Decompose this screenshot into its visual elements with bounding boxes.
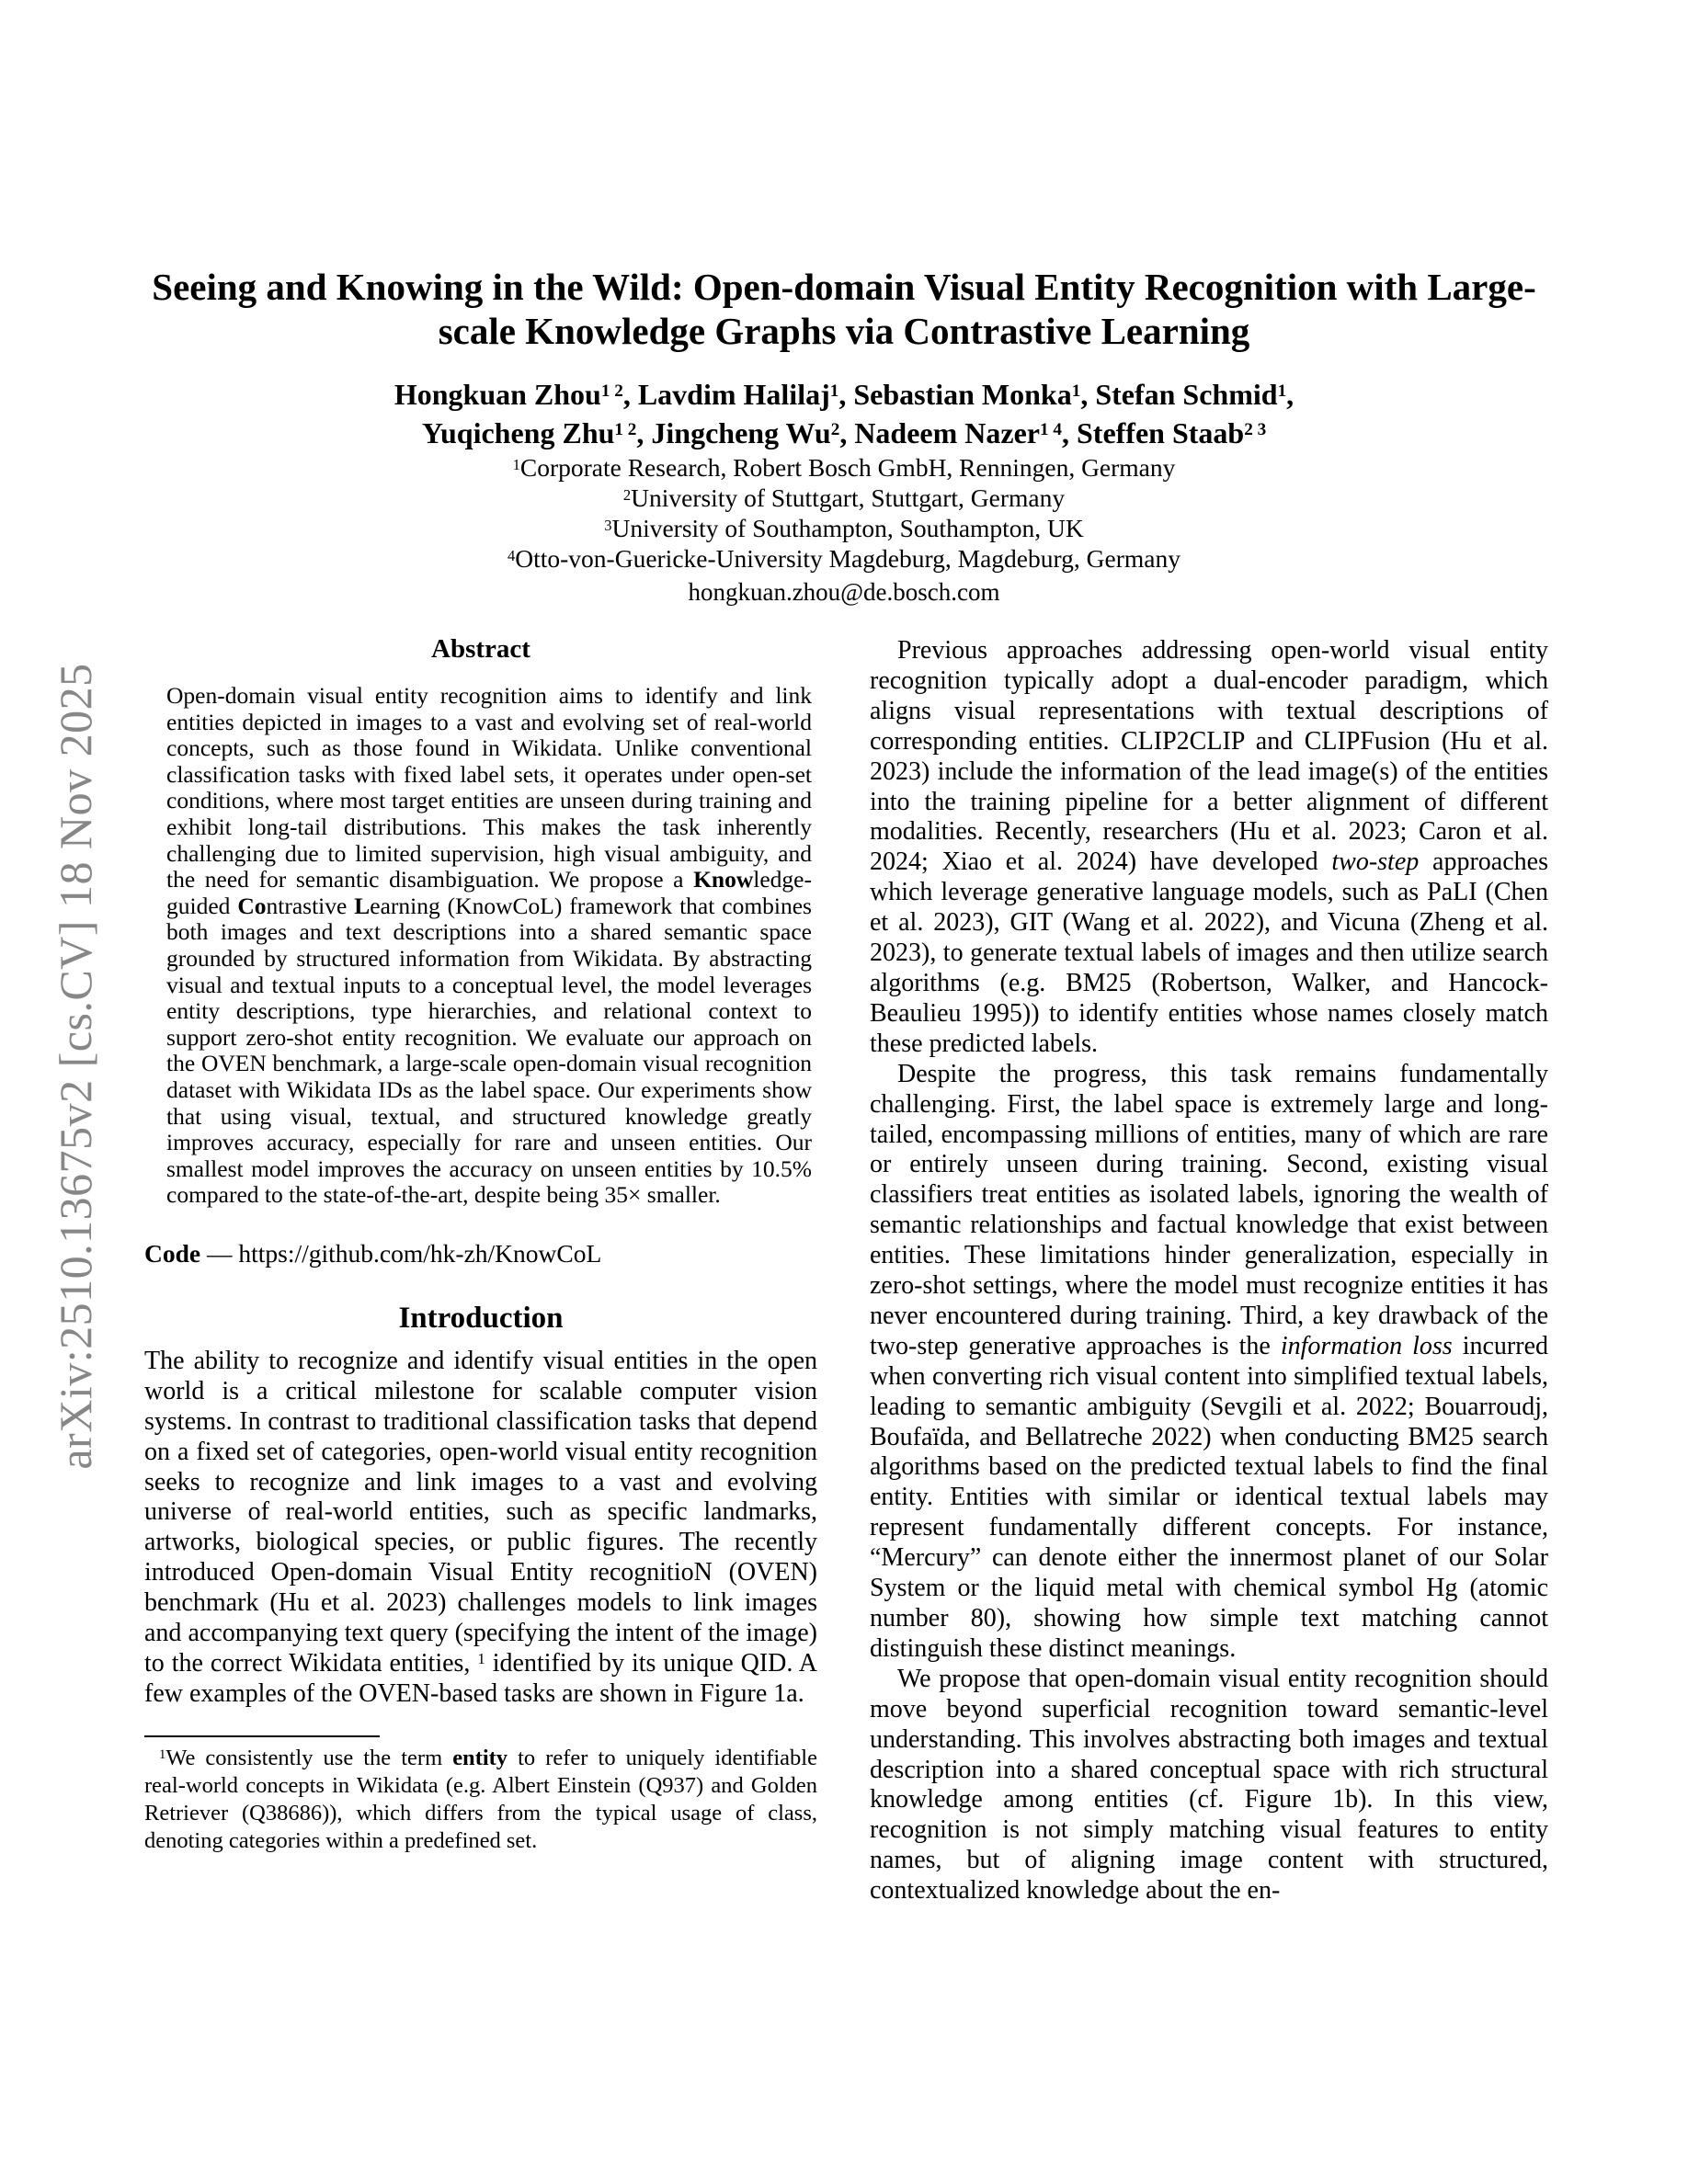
code-url[interactable]: https://github.com/hk-zh/KnowCoL <box>238 1238 602 1268</box>
code-line <box>144 1239 817 1268</box>
affiliation-3: $^3$University of Southampton, Southampton, UK <box>604 514 1084 542</box>
paper-title: Seeing and Knowing in the Wild: Open-domain Visual Entity Recognition with Large-scale Knowledge Graphs via Contrastive Learning <box>152 266 1536 352</box>
arxiv-watermark: arXiv:2510.13675v2 [cs.CV] 18 Nov 2025 <box>50 663 101 1470</box>
code-separator: — <box>200 1238 239 1268</box>
affiliation-2: $^2$University of Stuttgart, Stuttgart, Germany <box>622 483 1066 512</box>
introduction-heading: Introduction <box>398 1301 564 1335</box>
abstract-body: Open-domain visual entity recognition aims to identify and link entities depicted in images to a vast and evolving set of real-world concepts, such as those found in Wikidata. Unlike conventional classification tasks with fixed label sets, it operates under open-set conditions, where most target entities are unseen during training and exhibit long-tail distributions. This makes the task inherently challenging due to limited supervision, high visual ambiguity, and the need for semantic disambiguation. We propose a Knowledge-guided Contrastive Learning (KnowCoL) framework that combines both images and text descriptions into a shared semantic space grounded by structured information from Wikidata. By abstracting visual and textual inputs to a conceptual level, the model leverages entity descriptions, type hierarchies, and relational context to support zero-shot entity recognition. We evaluate our approach on the OVEN benchmark, a large-scale open-domain visual recognition dataset with Wikidata IDs as the label space. Our experiments show that using visual, textual, and structured knowledge greatly improves accuracy, especially for rare and unseen entities. Our smallest model improves the accuracy on unseen entities by 10.5% compared to the state-of-the-art, despite being 35× smaller. <box>166 682 812 1209</box>
code-label: Code <box>144 1238 201 1268</box>
paragraph-proposal: We propose that open-domain visual entity recognition should move beyond superficial recognition toward semantic-level understanding. This involves abstracting both images and textual description into a shared conceptual space with rich structural knowledge among entities (cf. Figure 1b). In this view, recognition is not simply matching visual features to entity names, but of aligning image content with structured, contextualized knowledge about the en- <box>870 1664 1548 1905</box>
paragraph-challenges: Despite the progress, this task remains fundamentally challenging. First, the label space is extremely large and long-tailed, encompassing millions of entities, many of which are rare or entirely unseen during training. Second, existing visual classifiers treat entities as isolated labels, ignoring the wealth of semantic relationships and factual knowledge that exist between entities. These limitations hinder generalization, especially in zero-shot settings, where the model must recognize entities it has never encountered during training. Third, a key drawback of the two-step generative approaches is the information loss incurred when converting rich visual content into simplified textual labels, leading to semantic ambiguity (Sevgili et al. 2022; Bouarroudj, Boufaïda, and Bellatreche 2022) when conducting BM25 search algorithms based on the predicted textual labels to find the final entity. Entities with similar or identical textual labels may represent fundamentally different concepts. For instance, “Mercury” can denote either the innermost planet of our Solar System or the liquid metal with chemical symbol Hg (atomic number 80), showing how simple text matching cannot distinguish these distinct meanings. <box>870 1059 1548 1663</box>
contact-email: hongkuan.zhou@de.bosch.com <box>688 578 1000 606</box>
introduction-paragraph: The ability to recognize and identify visual entities in the open world is a critical milestone for scalable computer vision systems. In contrast to traditional classification tasks that depend on a fixed set of categories, open-world visual entity recognition seeks to recognize and link images to a vast and evolving universe of real-world entities, such as specific landmarks, artworks, biological species, or public figures. The recently introduced Open-domain Visual Entity recognitioN (OVEN) benchmark (Hu et al. 2023) challenges models to link images and accompanying text query (specifying the intent of the image) to the correct Wikidata entities, $^1$ identified by its unique QID. A few examples of the OVEN-based tasks are shown in Figure 1a. <box>144 1346 818 1708</box>
paragraph-previous-approaches: Previous approaches addressing open-world visual entity recognition typically adopt a dual-encoder paradigm, which aligns visual representations with textual descriptions of corresponding entities. CLIP2CLIP and CLIPFusion (Hu et al. 2023) include the information of the lead image(s) of the entities into the training pipeline for a better alignment of different modalities. Recently, researchers (Hu et al. 2023; Caron et al. 2024; Xiao et al. 2024) have developed two-step approaches which leverage generative language models, such as PaLI (Chen et al. 2023), GIT (Wang et al. 2022), and Vicuna (Zheng et al. 2023), to generate textual labels of images and then utilize search algorithms (e.g. BM25 (Robertson, Walker, and Hancock-Beaulieu 1995)) to identify entities whose names closely match these predicted labels. <box>870 636 1548 1058</box>
footnote-rule <box>144 1735 380 1737</box>
affiliation-4: $^4$Otto-von-Guericke-University Magdeburg, Magdeburg, Germany <box>508 544 1180 573</box>
footnote-text: $^1$We consistently use the term entity to refer to uniquely identifiable real-world concepts in Wikidata (e.g. Albert Einstein (Q937) and Golden Retriever (Q38686)), which differs from the typical usage of class, denoting categories within a predefined set. <box>144 1745 817 1853</box>
left-column <box>144 634 817 1855</box>
right-column <box>870 636 1548 1906</box>
author-line-1: Hongkuan Zhou$^{1 2}$, Lavdim Halilaj$^1$, Sebastian Monka$^1$, Stefan Schmid$^1$, <box>393 378 1295 411</box>
affiliation-block <box>154 452 1534 608</box>
author-block <box>154 375 1534 452</box>
author-line-2: Yuqicheng Zhu$^{1 2}$, Jingcheng Wu$^2$, Nadeem Nazer$^{1 4}$, Steffen Staab$^{2 3}$ <box>421 416 1267 449</box>
affiliation-1: $^1$Corporate Research, Robert Bosch GmbH, Renningen, Germany <box>512 453 1176 482</box>
abstract-heading: Abstract <box>431 634 530 664</box>
